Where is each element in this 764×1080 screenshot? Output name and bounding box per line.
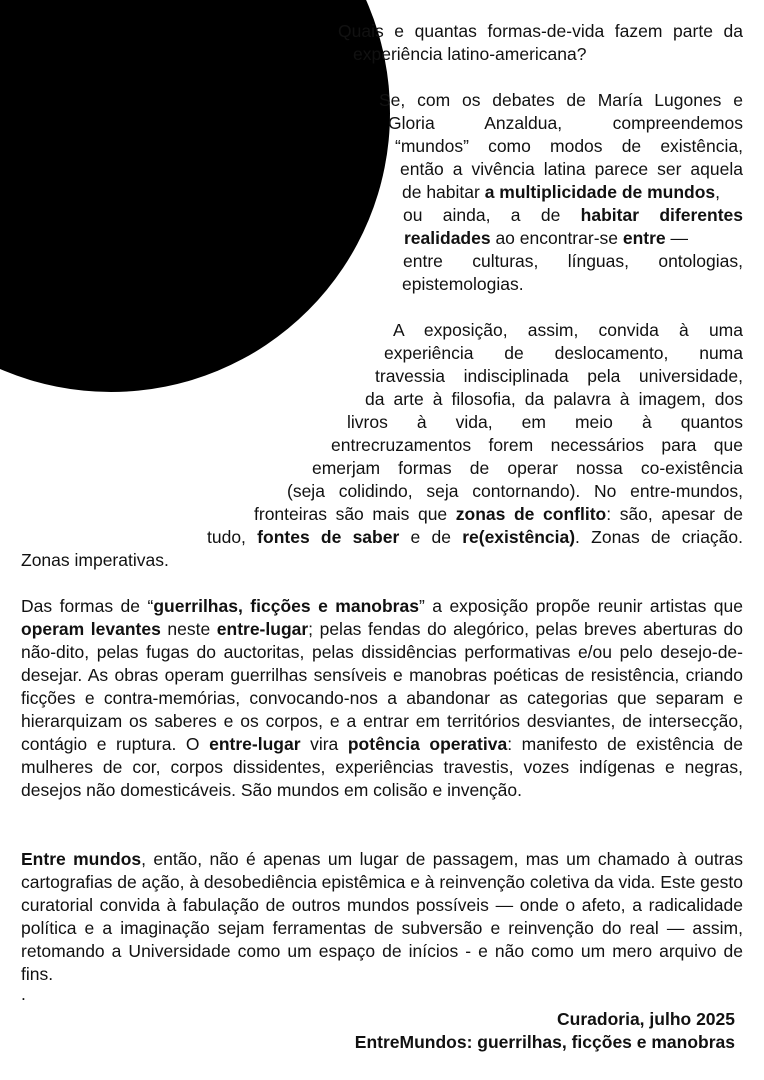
emphasis: entre [622,228,666,248]
emphasis: potência operativa [347,734,508,754]
emphasis: entre-lugar [216,619,309,639]
emphasis: operam levantes [21,619,161,639]
closing-paragraph: Entre mundos, então, não é apenas um lugar de passagem, mas um chamado à outras cartografias de ação, à desobediência epistêmica e à reinvenção coletiva da vida. Este gesto curatorial convida à fabulação de outros mundos possíveis — onde o afeto, a radicalidade política e a imaginação sejam ferramentas de subversão e reinvenção do real — assim, retomando a Universidade como um espaço de inícios - e não como um mero arquivo de fins. [21,849,743,984]
emphasis: entre-lugar [209,734,301,754]
question-line-1: Quais e quantas formas-de-vida fazem parte da [338,21,743,41]
p2-line: da arte à filosofia, da palavra à imagem, dos [365,389,743,409]
p2-line: A exposição, assim, convida à uma [393,320,743,340]
signature-date: Curadoria, julho 2025 [557,1009,735,1029]
emphasis: re(existência) [462,527,576,547]
question-line-2: experiência latino-americana? [353,44,587,64]
black-circle-graphic [0,0,390,392]
p2-line: fronteiras são mais que zonas de conflito: são, apesar de [254,504,743,524]
p1-line: entre culturas, línguas, ontologias, [403,251,743,271]
emphasis: fontes de saber [257,527,400,547]
p1-line: epistemologias. [402,274,524,294]
p1-line: então a vivência latina parece ser aquela [400,159,743,179]
p2-line: tudo, fontes de saber e de re(existência). Zonas de criação. [207,527,743,547]
p2-line: (seja colidindo, seja contornando). No entre-mundos, [287,481,743,501]
p2-line: entrecruzamentos forem necessários para que [331,435,743,455]
p1-line: Gloria Anzaldua, compreendemos [388,113,743,133]
p2-line: travessia indisciplinada pela universidade, [375,366,743,386]
emphasis: zonas de conflito [455,504,607,524]
p1-line: realidades ao encontrar-se entre — [404,228,689,248]
p2-line: emerjam formas de operar nossa co-existência [312,458,743,478]
emphasis: realidades [404,228,491,248]
p1-line: ou ainda, a de habitar diferentes [403,205,743,225]
artists-paragraph: Das formas de “guerrilhas, ficções e manobras” a exposição propõe reunir artistas que operam levantes neste entre-lugar; pelas fendas do alegórico, pelas breves aberturas do não-dito, pelas fugas do auctoritas, pelas dissidências performativas e/ou pelo desejo-de-desejar. As obras operam guerrilhas sensíveis e manobras poéticas de resistência, criando ficções e contra-memórias, convocando-nos a abandonar as categorias que separam e hierarquizam os saberes e os corpos, e a entrar em territórios desviantes, de intersecção, contágio e ruptura. O entre-lugar vira potência operativa: manifesto de existência de mulheres de cor, corpos dissidentes, experiências travestis, vozes indígenas e negras, desejos não domesticáveis. São mundos em colisão e invenção. [21,596,744,800]
emphasis: a multiplicidade de mundos [484,182,716,202]
p2-line: Zonas imperativas. [21,550,169,570]
p1-line: “mundos” como modos de existência, [395,136,743,156]
p2-line: livros à vida, em meio à quantos [347,412,743,432]
signature-title: EntreMundos: guerrilhas, ficções e manobras [354,1032,735,1052]
emphasis: habitar diferentes [580,205,743,225]
emphasis: Entre mundos [21,849,142,869]
p1-line: Se, com os debates de María Lugones e [379,90,743,110]
trailing-dot: . [21,984,26,1004]
p1-line: de habitar a multiplicidade de mundos, [402,182,721,202]
emphasis: guerrilhas, ficções e manobras [153,596,419,616]
p2-line: experiência de deslocamento, numa [384,343,743,363]
